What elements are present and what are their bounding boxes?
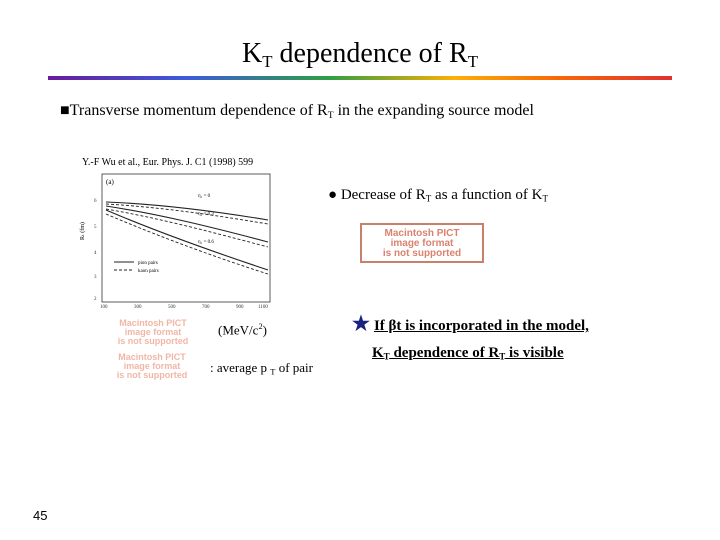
page-number: 45 bbox=[33, 508, 48, 523]
average-pt-label: : average p $_T$ of pair bbox=[210, 360, 313, 377]
citation: Y.-F Wu et al., Eur. Phys. J. C1 (1998) 599 bbox=[82, 157, 254, 168]
y-tick: 6 bbox=[94, 199, 97, 204]
slide-title: $K_T$ dependence of $R_T$ bbox=[242, 38, 478, 72]
curve-label: η₁ = 0 bbox=[198, 194, 211, 199]
x-tick: 300 bbox=[134, 305, 142, 308]
pict-placeholder-main: Macintosh PICT image format is not supported bbox=[360, 223, 484, 263]
x-tick: 500 bbox=[168, 305, 176, 308]
title-divider bbox=[48, 76, 672, 80]
curve-eta-0-pion bbox=[106, 202, 268, 220]
legend-pion: pion pairs bbox=[138, 261, 158, 266]
legend-kaon: kaon pairs bbox=[138, 269, 159, 274]
y-tick: 3 bbox=[94, 275, 97, 280]
x-tick: 900 bbox=[236, 305, 244, 308]
curve-label: η₁ = 0.6 bbox=[198, 240, 214, 245]
x-tick: 1100 bbox=[258, 305, 268, 308]
y-tick: 5 bbox=[94, 225, 97, 230]
curve-eta-0-kaon bbox=[106, 204, 268, 224]
y-axis-label: Rₜ (fm) bbox=[80, 222, 86, 240]
panel-label: (a) bbox=[106, 178, 114, 186]
curve-label: η₁ = 0.3 bbox=[198, 212, 214, 217]
sub-heading: ■Transverse momentum dependence of $R_T$ in the expanding source model bbox=[60, 102, 534, 121]
pict-placeholder-units: Macintosh PICT image format is not supported bbox=[98, 318, 208, 346]
x-tick: 700 bbox=[202, 305, 210, 308]
conclusion: ★ If βt is incorporated in the model, $K_T$ dependence of $R_T$ is visible bbox=[352, 313, 589, 362]
bullet-point: ● Decrease of $R_T$ as a function of $K_T$ bbox=[328, 187, 548, 204]
y-tick: 2 bbox=[94, 297, 97, 302]
rt-figure bbox=[78, 168, 278, 308]
pict-placeholder-avg: Macintosh PICT image format is not supported bbox=[96, 352, 208, 380]
x-tick: 100 bbox=[100, 305, 108, 308]
y-tick: 4 bbox=[94, 251, 97, 256]
star-icon: ★ bbox=[352, 313, 370, 335]
units-label: $(MeV/c^2)$ bbox=[218, 321, 267, 338]
dot-bullet-icon: ● bbox=[328, 187, 338, 203]
curve-eta-06-kaon bbox=[106, 214, 268, 274]
square-bullet-icon: ■ bbox=[60, 102, 70, 119]
curve-eta-06-pion bbox=[106, 210, 268, 270]
